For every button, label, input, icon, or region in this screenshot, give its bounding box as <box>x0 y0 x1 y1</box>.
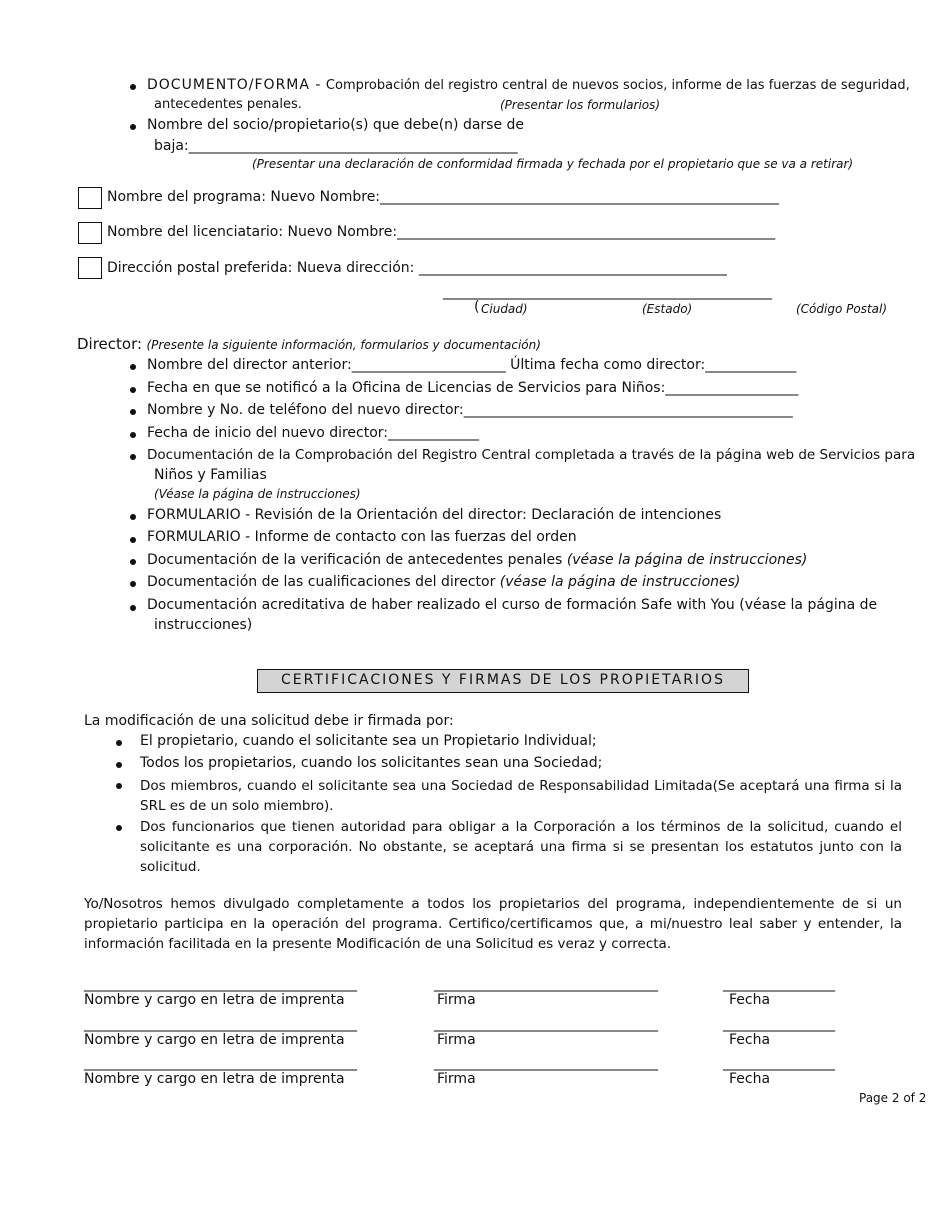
cert-bullet: Todos los propietarios, cuando los solicitantes sean una Sociedad; <box>140 755 603 771</box>
socio-baja-note: (Presentar una declaración de conformidad firmada y fechada por el propietario que se va a retirar) <box>252 157 854 171</box>
director-item-cont: Niños y Familias <box>154 467 267 483</box>
director-item-note: (Véase la página de instrucciones) <box>154 487 361 501</box>
licenciatario-field: Nombre del licenciatario: Nuevo Nombre:______________________________________________________ <box>107 224 776 240</box>
ciudad-paren: ( <box>474 299 480 315</box>
director-item: Documentación de la verificación de antecedentes penales <box>147 552 563 568</box>
signature-fecha-label: Fecha <box>729 1071 771 1087</box>
firma-signature-line[interactable]: ________________________________ <box>434 1016 658 1032</box>
bullet-dot <box>130 409 136 415</box>
firma-signature-line[interactable]: ________________________________ <box>434 976 658 992</box>
bullet-dot <box>130 387 136 393</box>
director-item-line <box>147 574 740 590</box>
bullet-dot <box>116 740 122 746</box>
documento-note: (Presentar los formularios) <box>500 98 661 112</box>
bullet-dot <box>130 559 136 565</box>
bullet-dot <box>130 432 136 438</box>
name-signature-line[interactable]: _______________________________________ <box>84 976 357 992</box>
name-signature-line[interactable]: _______________________________________ <box>84 1016 357 1032</box>
ciudad-label: Ciudad) <box>481 302 528 316</box>
bullet-dot <box>116 783 122 789</box>
cert-bullet: Dos miembros, cuando el solicitante sea una Sociedad de Responsabilidad Limitada(Se aceptará una firma si la SRL es de un solo miembro). <box>140 778 902 814</box>
documento-line <box>147 77 910 93</box>
director-item: Documentación de la Comprobación del Registro Central completada a través de la página web de Servicios para <box>147 447 916 463</box>
documento-text-cont: antecedentes penales. <box>154 97 302 112</box>
direccion-checkbox[interactable] <box>78 257 102 279</box>
socio-baja-field: baja:_______________________________________________ <box>154 138 518 154</box>
bullet-dot <box>116 762 122 768</box>
director-item-cont: instrucciones) <box>154 617 253 633</box>
director-item: FORMULARIO - Informe de contacto con las fuerzas del orden <box>147 529 577 545</box>
licenciatario-checkbox[interactable] <box>78 222 102 244</box>
signature-fecha-label: Fecha <box>729 1032 771 1048</box>
codigo-postal-label: (Código Postal) <box>796 302 888 316</box>
programa-checkbox[interactable] <box>78 187 102 209</box>
bullet-dot <box>130 364 136 370</box>
documento-label: DOCUMENTO/FORMA - <box>147 77 322 93</box>
bullet-dot <box>130 605 136 611</box>
bullet-dot <box>130 514 136 520</box>
bullet-dot <box>130 124 136 130</box>
director-item-line <box>147 552 807 568</box>
direccion-line2: _______________________________________________ <box>443 284 772 300</box>
documento-text: Comprobación del registro central de nuevos socios, informe de las fuerzas de seguridad, <box>325 78 910 93</box>
signature-firma-label: Firma <box>437 1032 476 1048</box>
signature-name-label: Nombre y cargo en letra de imprenta <box>84 1071 345 1087</box>
director-item-note: (véase la página de instrucciones) <box>566 552 808 568</box>
estado-label: (Estado) <box>642 302 693 316</box>
bullet-dot <box>130 84 136 90</box>
signature-firma-label: Firma <box>437 1071 476 1087</box>
direccion-field: Dirección postal preferida: Nueva dirección: ____________________________________________ <box>107 260 727 276</box>
bullet-dot <box>130 581 136 587</box>
certifications-title: CERTIFICACIONES Y FIRMAS DE LOS PROPIETARIOS <box>257 669 749 693</box>
director-heading: Director: <box>77 335 143 353</box>
socio-baja-text: Nombre del socio/propietario(s) que debe(n) darse de <box>147 117 525 133</box>
certification-statement: Yo/Nosotros hemos divulgado completamente a todos los propietarios del programa, independientemente de si un propietario participa en la operación del programa. Certifico/certificamos que, a mi/nuestro leal saber y entender, la información facilitada en la presente Modificación de una Solicitud es veraz y correcta. <box>84 896 902 952</box>
date-signature-line[interactable]: ________________ <box>723 1016 835 1032</box>
director-item: Fecha en que se notificó a la Oficina de Licencias de Servicios para Niños:___________________ <box>147 380 799 396</box>
page-number: Page 2 of 2 <box>859 1091 927 1105</box>
signature-name-label: Nombre y cargo en letra de imprenta <box>84 1032 345 1048</box>
bullet-dot <box>116 825 122 831</box>
director-heading-line <box>77 335 541 353</box>
name-signature-line[interactable]: _______________________________________ <box>84 1055 357 1071</box>
firma-signature-line[interactable]: ________________________________ <box>434 1055 658 1071</box>
certifications-intro: La modificación de una solicitud debe ir firmada por: <box>84 713 454 729</box>
director-item: Fecha de inicio del nuevo director:_____________ <box>147 425 480 441</box>
date-signature-line[interactable]: ________________ <box>723 1055 835 1071</box>
cert-bullet: El propietario, cuando el solicitante sea un Propietario Individual; <box>140 733 597 749</box>
date-signature-line[interactable]: ________________ <box>723 976 835 992</box>
director-item: Documentación de las cualificaciones del director <box>147 574 496 590</box>
bullet-dot <box>130 537 136 543</box>
director-item: Nombre y No. de teléfono del nuevo director:_______________________________________________ <box>147 402 793 418</box>
director-item: FORMULARIO - Revisión de la Orientación del director: Declaración de intenciones <box>147 507 722 523</box>
director-item: Nombre del director anterior:______________________ Última fecha como director:_____________ <box>147 357 797 373</box>
bullet-dot <box>130 454 136 460</box>
signature-firma-label: Firma <box>437 992 476 1008</box>
signature-fecha-label: Fecha <box>729 992 771 1008</box>
signature-name-label: Nombre y cargo en letra de imprenta <box>84 992 345 1008</box>
cert-bullet: Dos funcionarios que tienen autoridad para obligar a la Corporación a los términos de la solicitud, cuando el solicitante es una corporación. No obstante, se aceptará una firma si se presentan los estatutos junto con la solicitud. <box>140 819 902 875</box>
director-item-note: (véase la página de instrucciones) <box>499 574 741 590</box>
director-heading-note: (Presente la siguiente información, formularios y documentación) <box>146 338 541 352</box>
programa-field: Nombre del programa: Nuevo Nombre:_________________________________________________________ <box>107 189 780 205</box>
director-item: Documentación acreditativa de haber realizado el curso de formación Safe with You (véase la página de <box>147 597 878 613</box>
